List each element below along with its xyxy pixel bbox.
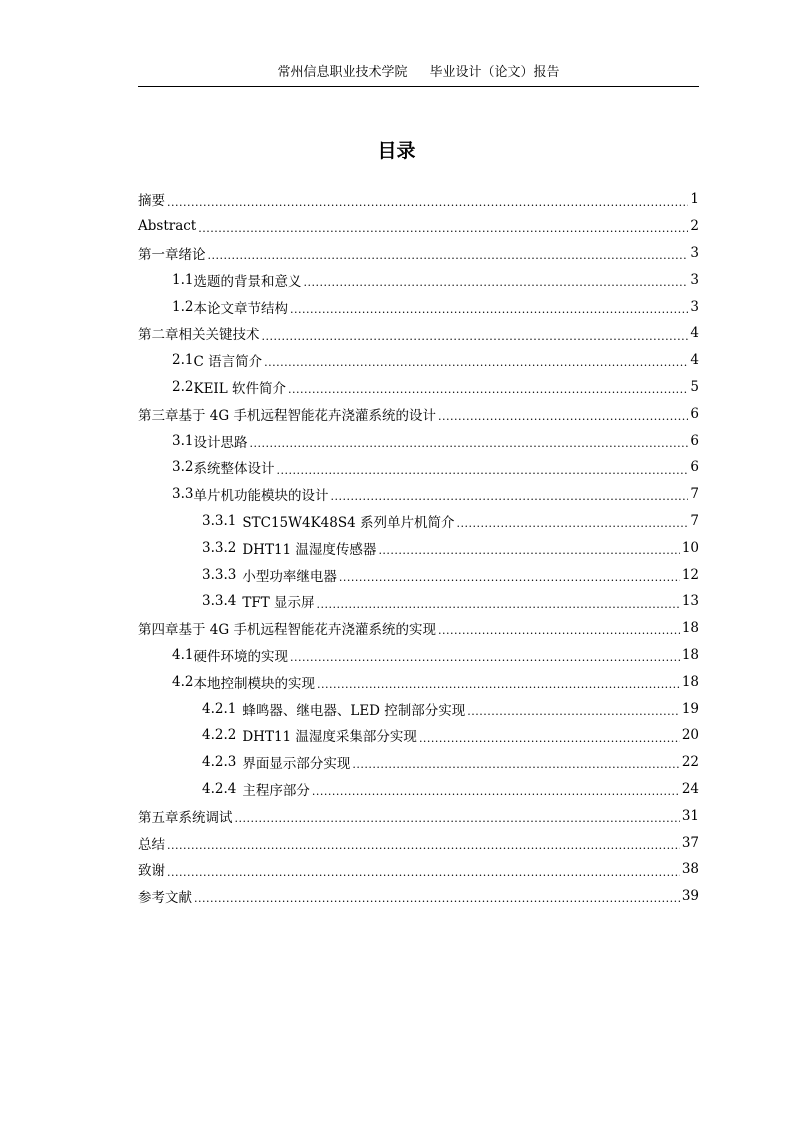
toc-entry-label: 本地控制模块的实现 (193, 675, 315, 692)
toc-entry[interactable] (138, 642, 699, 669)
toc-entry-page: 20 (681, 727, 699, 744)
toc-entry-label: 主程序部分 (242, 782, 310, 799)
dot-leader (276, 464, 688, 478)
toc-entry[interactable] (138, 374, 699, 401)
dot-leader (378, 544, 679, 558)
page-header (138, 62, 699, 87)
toc-entry[interactable] (138, 427, 699, 454)
dot-leader (317, 678, 680, 692)
toc-entry-page: 10 (681, 539, 699, 556)
toc-entry-page: 3 (690, 298, 699, 315)
toc-entry-label: 相关关键技术 (178, 327, 260, 344)
toc-entry-page: 18 (681, 620, 699, 637)
dot-leader (208, 249, 689, 263)
toc-entry-label: 基于 4G 手机远程智能花卉浇灌系统的设计 (178, 407, 436, 424)
table-of-contents (138, 186, 699, 910)
dot-leader (167, 866, 680, 880)
toc-entry-number: 3.2 (172, 459, 194, 476)
toc-entry-label: STC15W4K48S4 系列单片机简介 (242, 514, 455, 531)
dot-leader (339, 571, 680, 585)
toc-entry-number: 3.3 (172, 486, 194, 503)
toc-entry[interactable] (138, 534, 699, 561)
toc-entry[interactable] (138, 213, 699, 240)
toc-entry-page: 12 (681, 566, 699, 583)
toc-entry-label: 选题的背景和意义 (193, 273, 302, 290)
toc-entry-label: 硬件环境的实现 (193, 648, 288, 665)
dot-leader (198, 222, 688, 236)
header-school: 常州信息职业技术学院 (277, 65, 408, 80)
toc-entry[interactable] (138, 561, 699, 588)
toc-entry-label: 系统调试 (178, 809, 233, 826)
toc-entry-label: 本论文章节结构 (193, 300, 288, 317)
toc-entry-label: 致谢 (138, 863, 165, 880)
toc-entry[interactable] (138, 776, 699, 803)
dot-leader (290, 651, 680, 665)
dot-leader (438, 410, 688, 424)
toc-entry-number: 3.3.4 (202, 593, 237, 610)
toc-entry-label: C 语言简介 (193, 354, 263, 371)
toc-entry-label: 蜂鸣器、继电器、LED 控制部分实现 (242, 702, 466, 719)
toc-entry-number: 4.2.1 (202, 700, 237, 717)
dot-leader (264, 356, 688, 370)
toc-entry-label: 参考文献 (138, 890, 192, 907)
toc-entry[interactable] (138, 615, 699, 642)
toc-entry-page: 3 (690, 271, 699, 288)
toc-entry-number: 4.1 (172, 646, 194, 663)
toc-entry[interactable] (138, 722, 699, 749)
toc-entry-page: 6 (690, 432, 699, 449)
toc-entry-page: 6 (690, 405, 699, 422)
toc-entry-number: 4.2.4 (202, 780, 237, 797)
dot-leader (303, 276, 688, 290)
toc-entry[interactable] (138, 293, 699, 320)
toc-entry[interactable] (138, 240, 699, 267)
toc-entry-page: 38 (681, 861, 699, 878)
toc-entry[interactable] (138, 856, 699, 883)
toc-entry[interactable] (138, 400, 699, 427)
toc-entry-page: 2 (690, 218, 699, 235)
toc-entry[interactable] (138, 508, 699, 535)
toc-entry-label: 设计思路 (193, 434, 248, 451)
toc-entry-page: 37 (681, 834, 699, 851)
toc-entry[interactable] (138, 749, 699, 776)
toc-entry-number: 3.3.3 (202, 566, 237, 583)
toc-entry-page: 1 (690, 191, 699, 208)
toc-entry[interactable] (138, 320, 699, 347)
dot-leader (262, 330, 689, 344)
dot-leader (467, 705, 680, 719)
dot-leader (352, 758, 679, 772)
toc-entry[interactable] (138, 883, 699, 910)
toc-entry-label: TFT 显示屏 (242, 595, 315, 612)
toc-entry-label: 总结 (138, 836, 165, 853)
toc-entry-page: 7 (690, 512, 699, 529)
toc-entry[interactable] (138, 668, 699, 695)
toc-entry-number: 4.2 (172, 673, 194, 690)
dot-leader (167, 839, 680, 853)
dot-leader (194, 892, 680, 906)
dot-leader (330, 490, 688, 504)
toc-entry-page: 4 (690, 352, 699, 369)
toc-entry-number: 3.1 (172, 432, 194, 449)
dot-leader (167, 196, 688, 210)
toc-entry-label: Abstract (138, 218, 197, 235)
toc-entry-label: DHT11 温湿度传感器 (242, 541, 377, 558)
toc-entry-number: 1.2 (172, 298, 194, 315)
toc-entry-page: 4 (690, 325, 699, 342)
toc-entry[interactable] (138, 186, 699, 213)
toc-entry[interactable] (138, 347, 699, 374)
toc-entry-page: 39 (681, 888, 699, 905)
toc-entry-number: 第二章 (138, 327, 179, 344)
dot-leader (312, 785, 680, 799)
dot-leader (317, 598, 680, 612)
toc-entry-label: DHT11 温湿度采集部分实现 (242, 729, 417, 746)
dot-leader (235, 812, 680, 826)
dot-leader (288, 383, 688, 397)
toc-entry-number: 1.1 (172, 271, 194, 288)
dot-leader (456, 517, 688, 531)
toc-entry-number: 2.1 (172, 352, 194, 369)
toc-entry-page: 24 (681, 780, 699, 797)
dot-leader (249, 437, 688, 451)
toc-title: 目录 (377, 140, 416, 162)
toc-entry-page: 19 (681, 700, 699, 717)
dot-leader (438, 624, 680, 638)
toc-entry-number: 第三章 (138, 407, 179, 424)
toc-entry-label: 绪论 (178, 246, 206, 263)
header-doc-type: 毕业设计（论文）报告 (429, 65, 560, 80)
toc-entry[interactable] (138, 481, 699, 508)
toc-entry-label: 单片机功能模块的设计 (193, 488, 329, 505)
toc-entry[interactable] (138, 695, 699, 722)
dot-leader (290, 303, 688, 317)
toc-entry-label: 界面显示部分实现 (242, 756, 351, 773)
toc-entry-page: 18 (681, 646, 699, 663)
toc-entry-number: 第四章 (138, 622, 179, 639)
toc-entry[interactable] (138, 454, 699, 481)
toc-entry-label: 摘要 (138, 193, 165, 210)
toc-entry-number: 3.3.2 (202, 539, 237, 556)
dot-leader (419, 732, 680, 746)
toc-entry-label: KEIL 软件简介 (193, 380, 287, 397)
toc-entry[interactable] (138, 266, 699, 293)
toc-entry-page: 6 (690, 459, 699, 476)
toc-entry-page: 13 (681, 593, 699, 610)
toc-entry-page: 5 (690, 378, 699, 395)
toc-entry-number: 3.3.1 (202, 512, 237, 529)
toc-entry-page: 7 (690, 486, 699, 503)
toc-entry-number: 第五章 (138, 809, 179, 826)
toc-entry-label: 基于 4G 手机远程智能花卉浇灌系统的实现 (178, 622, 436, 639)
toc-entry-page: 3 (690, 244, 699, 261)
toc-entry-number: 4.2.3 (202, 754, 237, 771)
toc-entry-page: 31 (681, 807, 699, 824)
toc-entry-page: 22 (681, 754, 699, 771)
toc-entry[interactable] (138, 829, 699, 856)
toc-entry[interactable] (138, 802, 699, 829)
toc-entry-number: 第一章 (138, 246, 179, 263)
toc-entry-label: 小型功率继电器 (242, 568, 337, 585)
toc-entry[interactable] (138, 588, 699, 615)
toc-entry-number: 2.2 (172, 378, 194, 395)
toc-entry-number: 4.2.2 (202, 727, 237, 744)
toc-entry-label: 系统整体设计 (193, 461, 275, 478)
toc-entry-page: 18 (681, 673, 699, 690)
